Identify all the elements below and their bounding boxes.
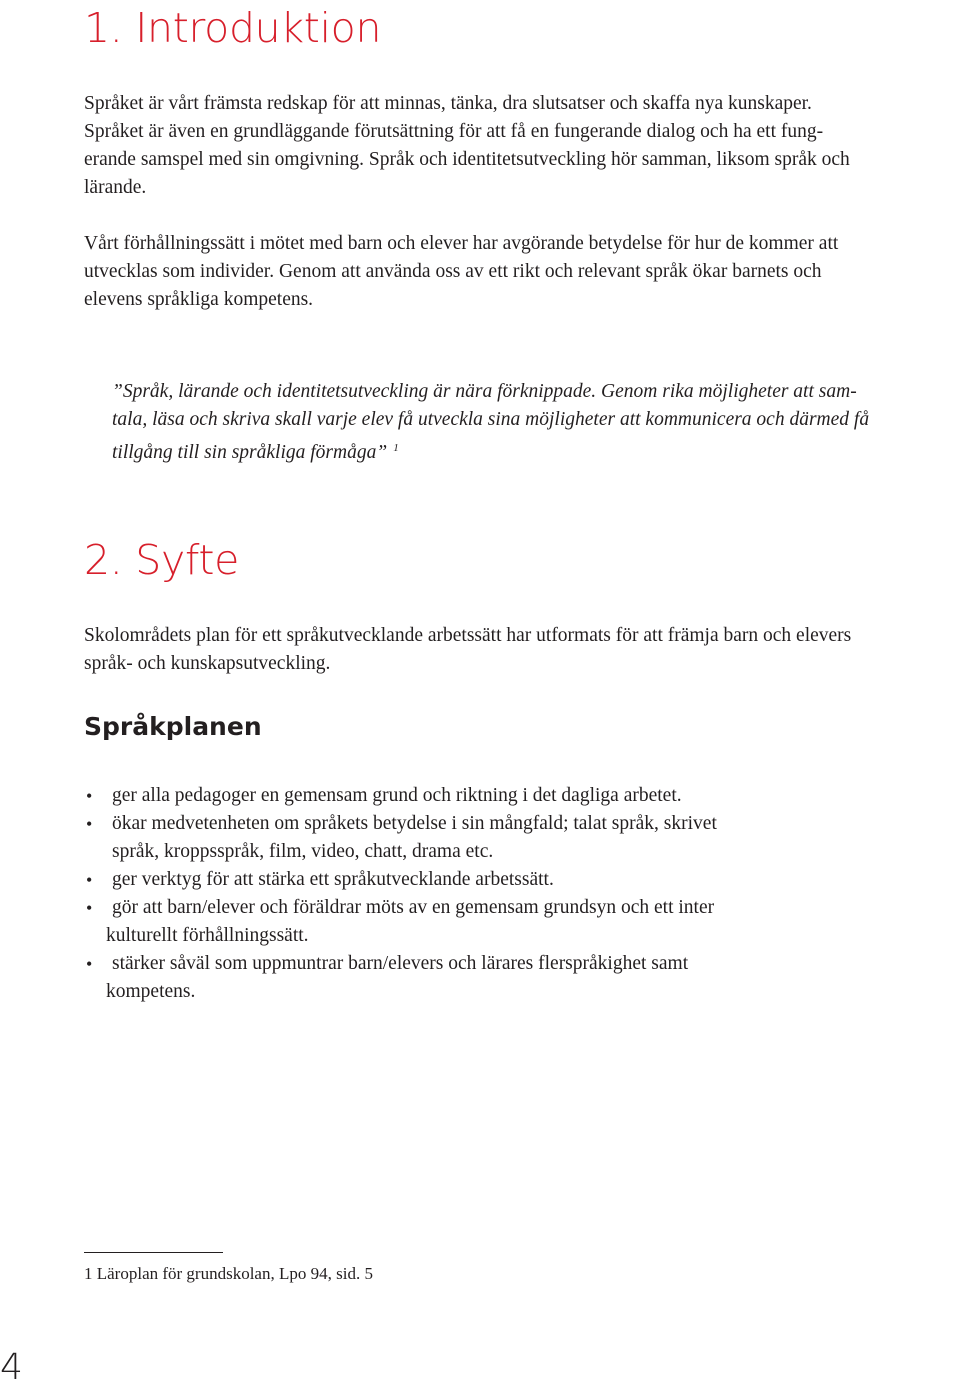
sprakplan-bullet-list xyxy=(84,782,944,1006)
list-item-text: språk, kroppsspråk, film, video, chatt, drama etc. xyxy=(112,841,494,862)
quote-line xyxy=(112,434,952,467)
list-item-text: kulturellt förhållningssätt. xyxy=(106,925,309,946)
list-item-text: stärker såväl som uppmuntrar barn/elevers och lärares flerspråkighet samt xyxy=(112,953,689,974)
page-number: 4 xyxy=(0,1347,23,1388)
intro-paragraph-1 xyxy=(84,90,960,202)
text-line: språk- och kunskapsutveckling. xyxy=(84,653,331,674)
bullet-icon: • xyxy=(86,870,93,890)
section-title-syfte: 2. Syfte xyxy=(84,536,240,584)
list-item xyxy=(84,810,944,866)
text-line: Språket är även en grundläggande förutsättning för att få en fungerande dialog och ha ett fung- xyxy=(84,121,824,142)
list-item-text: ger verktyg för att stärka ett språkutvecklande arbetssätt. xyxy=(112,869,554,890)
syfte-paragraph xyxy=(84,622,960,678)
text-line: Skolområdets plan för ett språkutvecklande arbetssätt har utformats för att främja barn och elevers xyxy=(84,625,852,646)
footnote-reference: 1 xyxy=(393,442,399,454)
list-item-text: gör att barn/elever och föräldrar möts av en gemensam grundsyn och ett inter xyxy=(112,897,715,918)
list-item xyxy=(84,950,944,1006)
bullet-icon: • xyxy=(86,786,93,806)
text-line: Språket är vårt främsta redskap för att minnas, tänka, dra slutsatser och skaffa nya kunskaper. xyxy=(84,93,812,114)
text-line: erande samspel med sin omgivning. Språk och identitetsutveckling hör samman, liksom språk och xyxy=(84,149,850,170)
intro-paragraph-2 xyxy=(84,230,960,314)
footnote: 1 Läroplan för grundskolan, Lpo 94, sid. 5 xyxy=(84,1264,373,1283)
bullet-icon: • xyxy=(86,898,93,918)
footnote-divider xyxy=(84,1252,223,1253)
bullet-icon: • xyxy=(86,954,93,974)
block-quote xyxy=(112,378,952,467)
text-line: elevens språkliga kompetens. xyxy=(84,289,314,310)
bullet-icon: • xyxy=(86,814,93,834)
list-item-text: ökar medvetenheten om språkets betydelse i sin mångfald; talat språk, skrivet xyxy=(112,813,717,834)
list-item xyxy=(84,866,944,894)
quote-line-text: tillgång till sin språkliga förmåga” xyxy=(112,442,388,463)
section-title-introduktion: 1. Introduktion xyxy=(84,4,382,52)
subheading-sprakplanen: Språkplanen xyxy=(84,712,262,741)
list-item xyxy=(84,782,944,810)
list-item-text: ger alla pedagoger en gemensam grund och riktning i det dagliga arbetet. xyxy=(112,785,682,806)
list-item xyxy=(84,894,944,950)
quote-line: tala, läsa och skriva skall varje elev få utveckla sina möjligheter att kommunicera och därmed få xyxy=(112,409,870,430)
text-line: utvecklas som individer. Genom att använda oss av ett rikt och relevant språk ökar barnets och xyxy=(84,261,822,282)
list-item-text: kompetens. xyxy=(106,981,196,1002)
quote-line: ”Språk, lärande och identitetsutveckling är nära förknippade. Genom rika möjligheter att sam- xyxy=(112,381,857,402)
text-line: Vårt förhållningssätt i mötet med barn och elever har avgörande betydelse för hur de kommer att xyxy=(84,233,839,254)
text-line: lärande. xyxy=(84,177,147,198)
